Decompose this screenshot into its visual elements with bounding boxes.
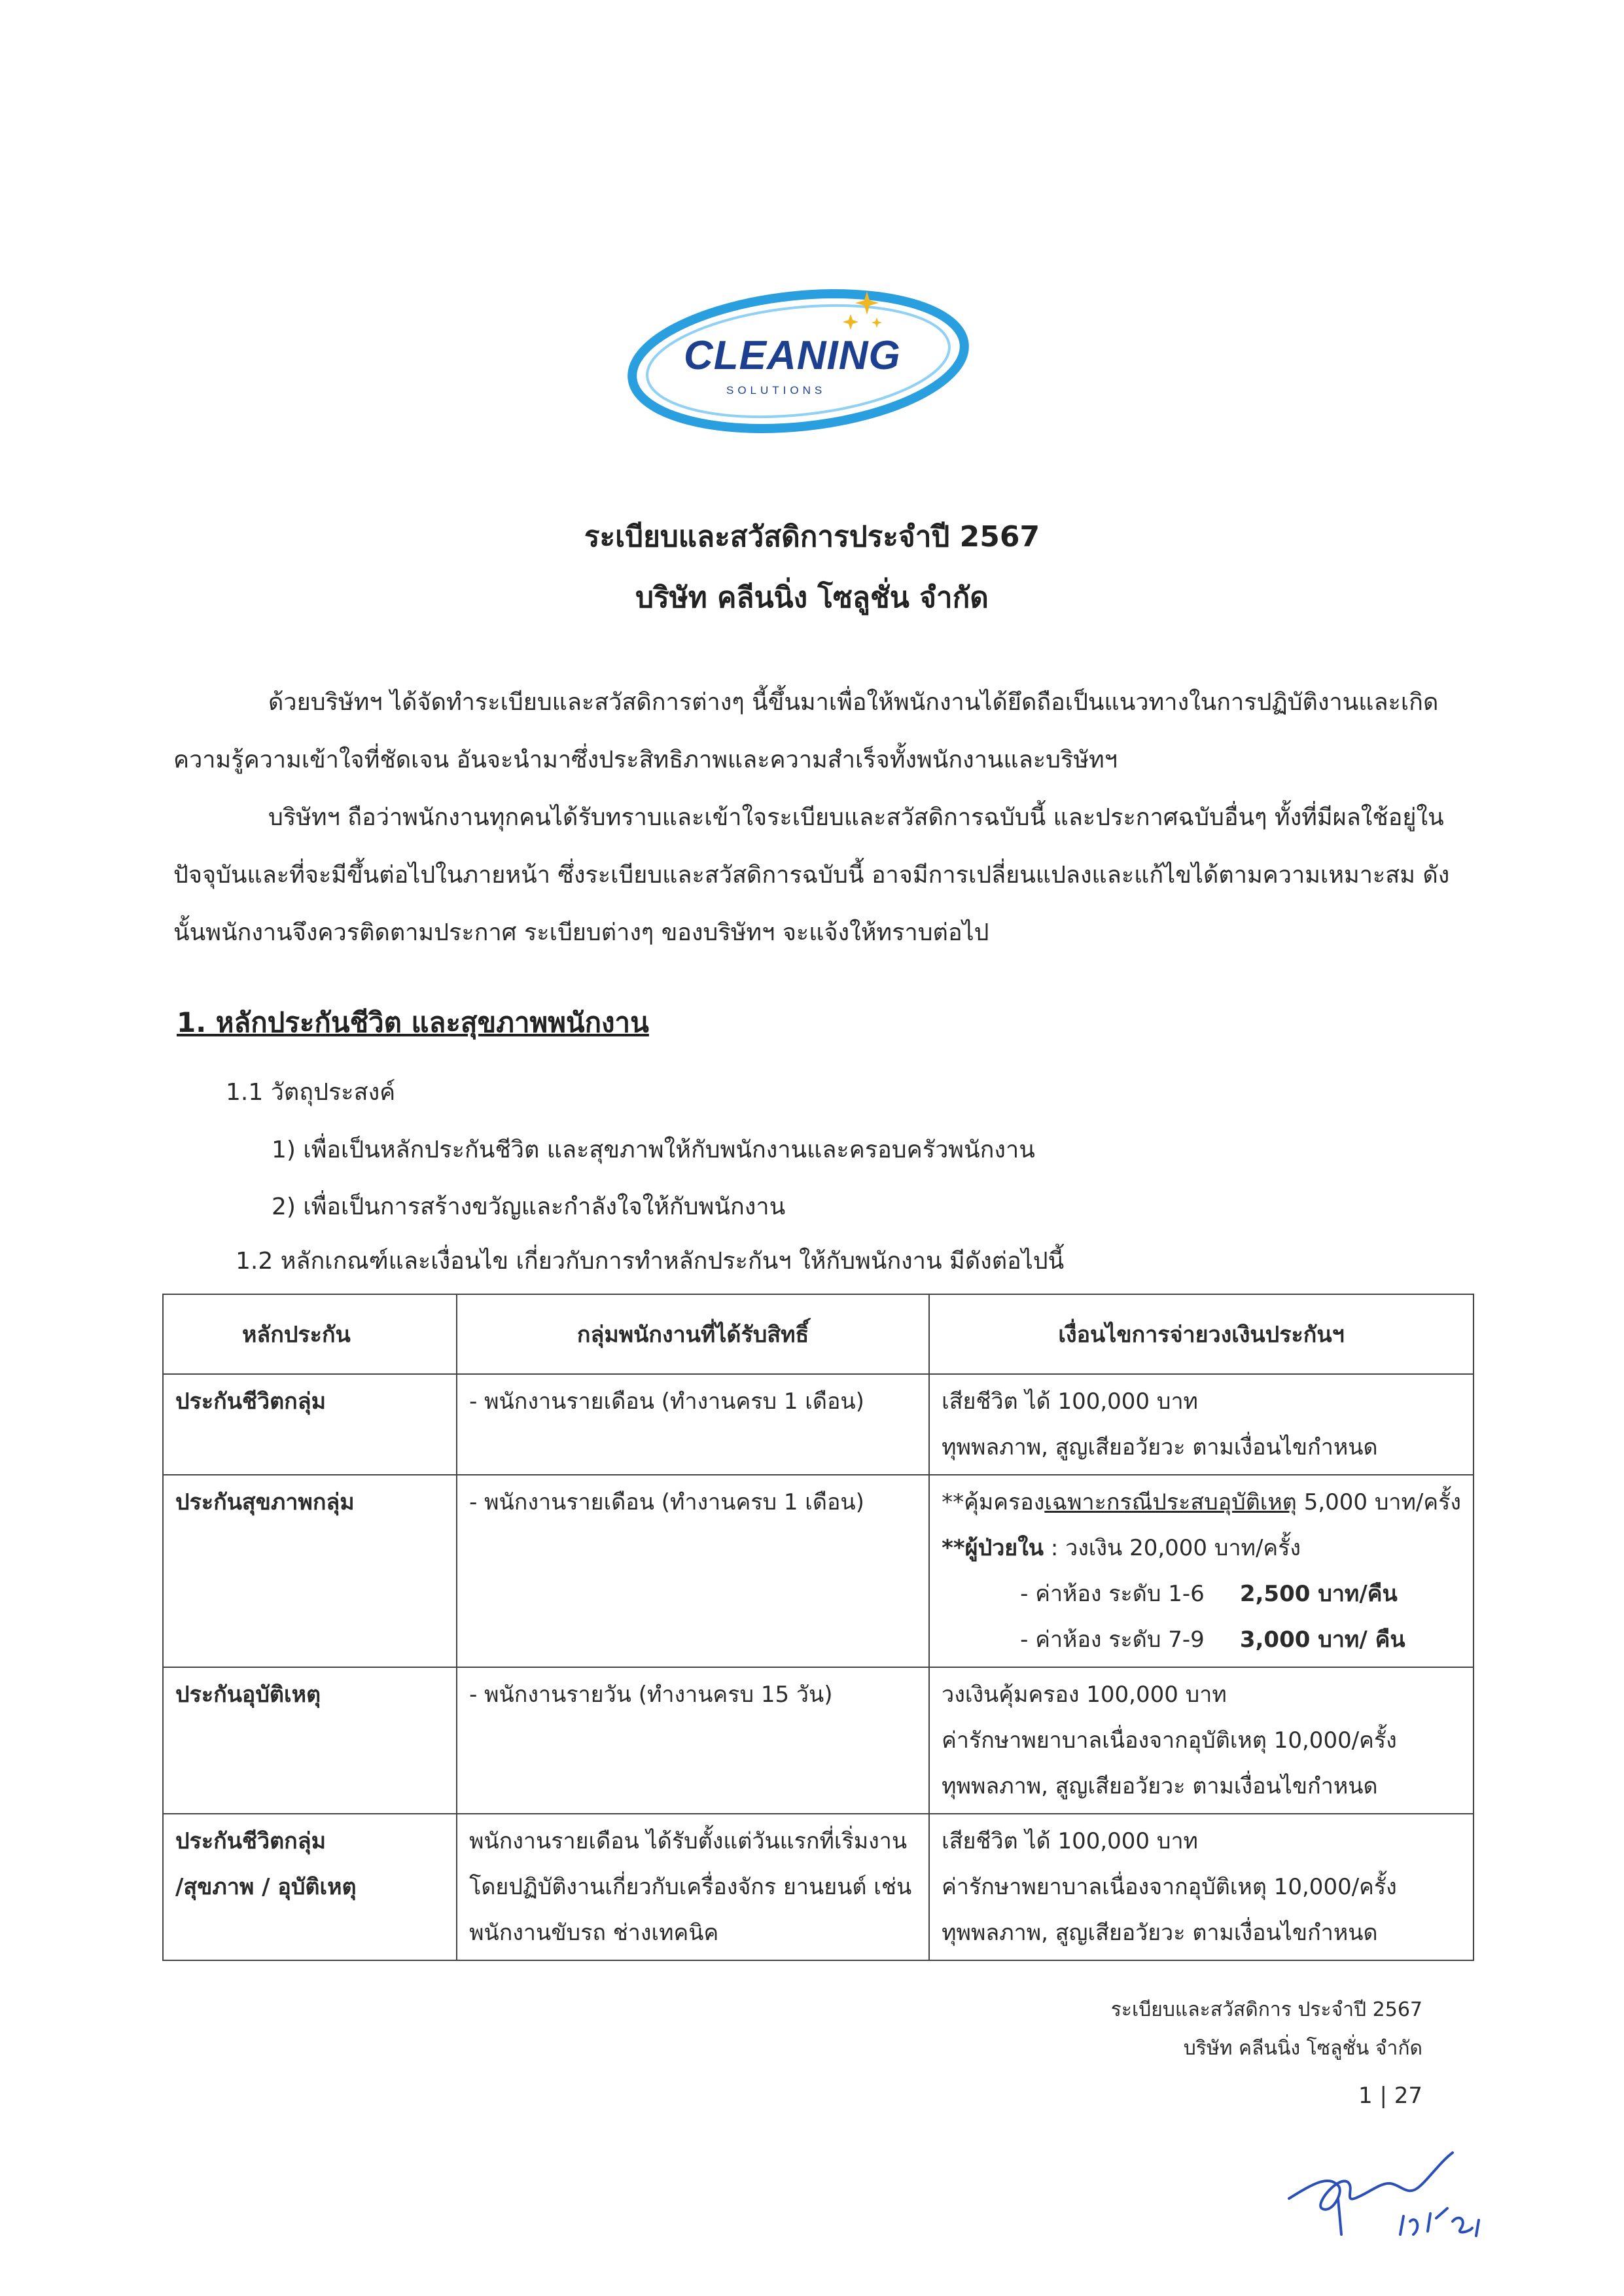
handwritten-signature-icon	[1276, 2136, 1518, 2248]
room-label: - ค่าห้อง ระดับ 7-9	[1020, 1627, 1205, 1653]
condition-line: วงเงินคุ้มครอง 100,000 บาท	[942, 1682, 1227, 1708]
objective-1: 1) เพื่อเป็นหลักประกันชีวิต และสุขภาพให้กับพนักงานและครอบครัวพนักงาน	[272, 1137, 1035, 1163]
company-logo	[622, 275, 975, 445]
insurance-table	[162, 1294, 1474, 1961]
header-conditions: เงื่อนไขการจ่ายวงเงินประกันฯ	[929, 1294, 1474, 1374]
group-cell	[457, 1667, 929, 1814]
intro-paragraph-2: บริษัทฯ ถือว่าพนักงานทุกคนได้รับทราบและเข้าใจระเบียบและสวัสดิการฉบับนี้ และประกาศฉบับอื่นๆ ทั้งที่มีผลใช้อยู่ในปัจจุบันและที่จะมีขึ้นต่อไปในภายหน้า ซึ่งระเบียบและสวัสดิการฉบับนี้ อาจมีการเปลี่ยนแปลงและแก้ไขได้ตามความเหมาะสม ดังนั้นพนักงานจึงควรติดตามประกาศ ระเบียบต่างๆ ของบริษัทฯ จะแจ้งให้ทราบต่อไป	[173, 804, 1450, 946]
conditions-cell	[929, 1667, 1474, 1814]
conditions-cell	[929, 1814, 1474, 1960]
condition-line: เสียชีวิต ได้ 100,000 บาท	[942, 1828, 1198, 1854]
conditions-cell	[929, 1475, 1474, 1667]
plan-name: ประกันชีวิตกลุ่ม	[175, 1388, 327, 1415]
group-text: โดยปฏิบัติงานเกี่ยวกับเครื่องจักร ยานยนต์ เช่น	[469, 1874, 912, 1900]
group-cell	[457, 1814, 929, 1960]
plan-name: ประกันอุบัติเหตุ	[175, 1682, 321, 1708]
group-cell	[457, 1475, 929, 1667]
group-text: - พนักงานรายเดือน (ทำงานครบ 1 เดือน)	[469, 1489, 864, 1515]
table-row	[163, 1667, 1474, 1814]
logo-tagline: SOLUTIONS	[726, 384, 826, 397]
plan-cell	[163, 1475, 457, 1667]
plan-cell	[163, 1667, 457, 1814]
plan-cell	[163, 1374, 457, 1475]
opd-amount: 5,000 บาท/ครั้ง	[1296, 1489, 1461, 1515]
plan-cell	[163, 1814, 457, 1960]
group-cell	[457, 1374, 929, 1475]
table-row	[163, 1374, 1474, 1475]
group-text: พนักงานรายเดือน ได้รับตั้งแต่วันแรกที่เริ่มงาน	[469, 1828, 908, 1854]
section-1-heading: 1. หลักประกันชีวิต และสุขภาพพนักงาน	[177, 1006, 649, 1038]
opd-accident-only: เฉพาะกรณีประสบอุบัติเหตุ	[1044, 1489, 1297, 1515]
ipd-limit: : วงเงิน 20,000 บาท/ครั้ง	[1044, 1535, 1301, 1561]
page-number: 1 | 27	[1358, 2083, 1422, 2109]
conditions-cell	[929, 1374, 1474, 1475]
intro-paragraph-1: ด้วยบริษัทฯ ได้จัดทำระเบียบและสวัสดิการต่างๆ นี้ขึ้นมาเพื่อให้พนักงานได้ยึดถือเป็นแนวทางในการปฏิบัติงานและเกิดความรู้ความเข้าใจที่ชัดเจน อันจะนำมาซึ่งประสิทธิภาพและความสำเร็จทั้งพนักงานและบริษัทฯ	[173, 689, 1439, 773]
plan-name: /สุขภาพ / อุบัติเหตุ	[175, 1874, 357, 1900]
logo-wordmark: CLEANING	[684, 333, 901, 378]
table-header-row	[163, 1294, 1474, 1374]
subsection-1-2: 1.2 หลักเกณฑ์และเงื่อนไข เกี่ยวกับการทำหลักประกันฯ ให้กับพนักงาน มีดังต่อไปนี้	[236, 1248, 1065, 1275]
header-plan: หลักประกัน	[163, 1294, 457, 1374]
condition-line: ทุพพลภาพ, สูญเสียอวัยวะ ตามเงื่อนไขกำหนด	[942, 1434, 1378, 1460]
subsection-1-1: 1.1 วัตถุประสงค์	[226, 1079, 396, 1106]
objective-2: 2) เพื่อเป็นการสร้างขวัญและกำลังใจให้กับพนักงาน	[272, 1193, 786, 1220]
plan-name: ประกันสุขภาพกลุ่ม	[175, 1489, 355, 1515]
group-text: พนักงานขับรถ ช่างเทคนิค	[469, 1920, 719, 1946]
plan-name: ประกันชีวิตกลุ่ม	[175, 1828, 327, 1854]
room-rate-1	[942, 1571, 1461, 1617]
condition-line: ค่ารักษาพยาบาลเนื่องจากอุบัติเหตุ 10,000/ครั้ง	[942, 1727, 1397, 1754]
footer-company-name: บริษัท คลีนนิ่ง โซลูชั่น จำกัด	[1183, 2037, 1422, 2060]
group-text: - พนักงานรายวัน (ทำงานครบ 15 วัน)	[469, 1682, 833, 1708]
opd-prefix: **คุ้มครอง	[942, 1489, 1045, 1515]
table-row	[163, 1814, 1474, 1960]
condition-line: ทุพพลภาพ, สูญเสียอวัยวะ ตามเงื่อนไขกำหนด	[942, 1773, 1378, 1799]
room-value: 3,000 บาท/ คืน	[1239, 1627, 1405, 1653]
header-eligible-group: กลุ่มพนักงานที่ได้รับสิทธิ์	[457, 1294, 929, 1374]
condition-line: ค่ารักษาพยาบาลเนื่องจากอุบัติเหตุ 10,000/ครั้ง	[942, 1874, 1397, 1900]
ipd-label: **ผู้ป่วยใน	[942, 1535, 1044, 1561]
document-title: ระเบียบและสวัสดิการประจำปี 2567	[584, 520, 1040, 554]
company-name-title: บริษัท คลีนนิ่ง โซลูชั่น จำกัด	[635, 581, 989, 614]
room-label: - ค่าห้อง ระดับ 1-6	[1020, 1581, 1205, 1607]
ipd-condition	[942, 1525, 1461, 1571]
room-rate-2	[942, 1617, 1461, 1663]
condition-line: เสียชีวิต ได้ 100,000 บาท	[942, 1388, 1198, 1415]
condition-line: ทุพพลภาพ, สูญเสียอวัยวะ ตามเงื่อนไขกำหนด	[942, 1920, 1378, 1946]
room-value: 2,500 บาท/คืน	[1239, 1581, 1398, 1607]
opd-condition	[942, 1479, 1461, 1525]
group-text: - พนักงานรายเดือน (ทำงานครบ 1 เดือน)	[469, 1388, 864, 1415]
footer-document-title: ระเบียบและสวัสดิการ ประจำปี 2567	[1110, 1998, 1422, 2021]
table-row	[163, 1475, 1474, 1667]
